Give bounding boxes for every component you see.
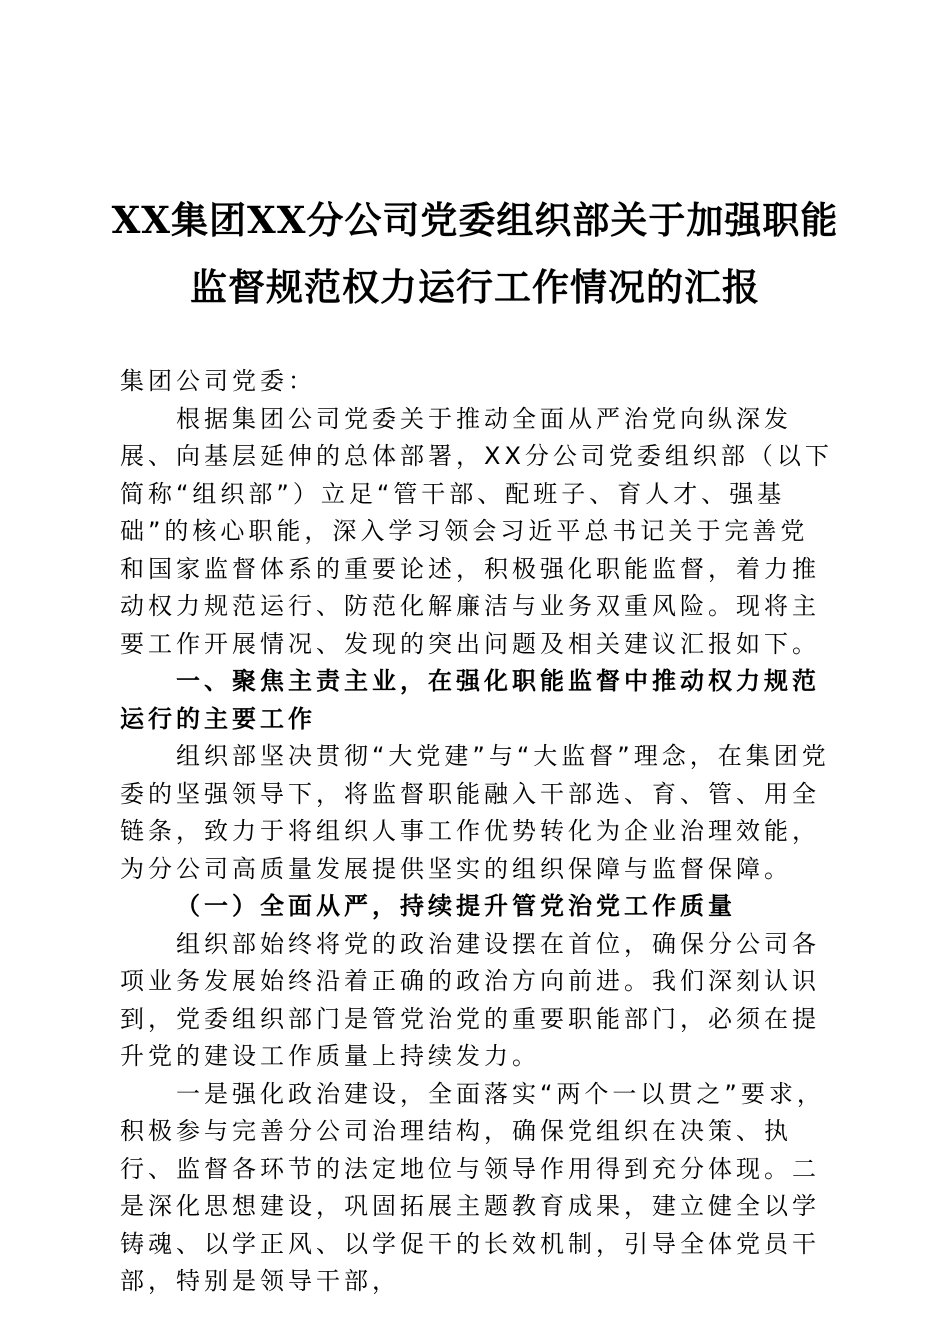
document-body <box>120 363 834 1301</box>
paragraph-section-1-intro: 组织部坚决贯彻“大党建”与“大监督”理念，在集团党委的坚强领导下，将监督职能融入干部选、育、管、用全链条，致力于将组织人事工作优势转化为企业治理效能，为分公司高质量发展提供坚实的组织保障与监督保障。 <box>120 742 830 883</box>
salutation: 集团公司党委： <box>120 367 316 395</box>
document-title-line-1: XX集团XX分公司党委组织部关于加强职能 <box>111 198 839 242</box>
document-title-line-2: 监督规范权力运行工作情况的汇报 <box>190 265 760 309</box>
paragraph-subsection-1: 组织部始终将党的政治建设摆在首位，确保分公司各项业务发展始终沿着正确的政治方向前进。我们深刻认识到，党委组织部门是管党治党的重要职能部门，必须在提升党的建设工作质量上持续发力。 <box>120 929 820 1070</box>
paragraph-intro: 根据集团公司党委关于推动全面从严治党向纵深发展、向基层延伸的总体部署，XX分公司党委组织部（以下简称“组织部”）立足“管干部、配班子、育人才、强基础”的核心职能，深入学习领会习近平总书记关于完善党和国家监督体系的重要论述，积极强化职能监督，着力推动权力规范运行、防范化解廉洁与业务双重风险。现将主要工作开展情况、发现的突出问题及相关建议汇报如下。 <box>120 404 833 658</box>
subsection-heading-1: （一）全面从严，持续提升管党治党工作质量 <box>176 892 736 920</box>
paragraph-subsection-1-details: 一是强化政治建设，全面落实“两个一以贯之”要求，积极参与完善分公司治理结构，确保党组织在决策、执行、监督各环节的法定地位与领导作用得到充分体现。二是深化思想建设，巩固拓展主题教育成果，建立健全以学铸魂、以学正风、以学促干的长效机制，引导全体党员干部，特别是领导干部， <box>120 1079 825 1295</box>
section-heading-1: 一、聚焦主责主业，在强化职能监督中推动权力规范运行的主要工作 <box>120 667 820 733</box>
